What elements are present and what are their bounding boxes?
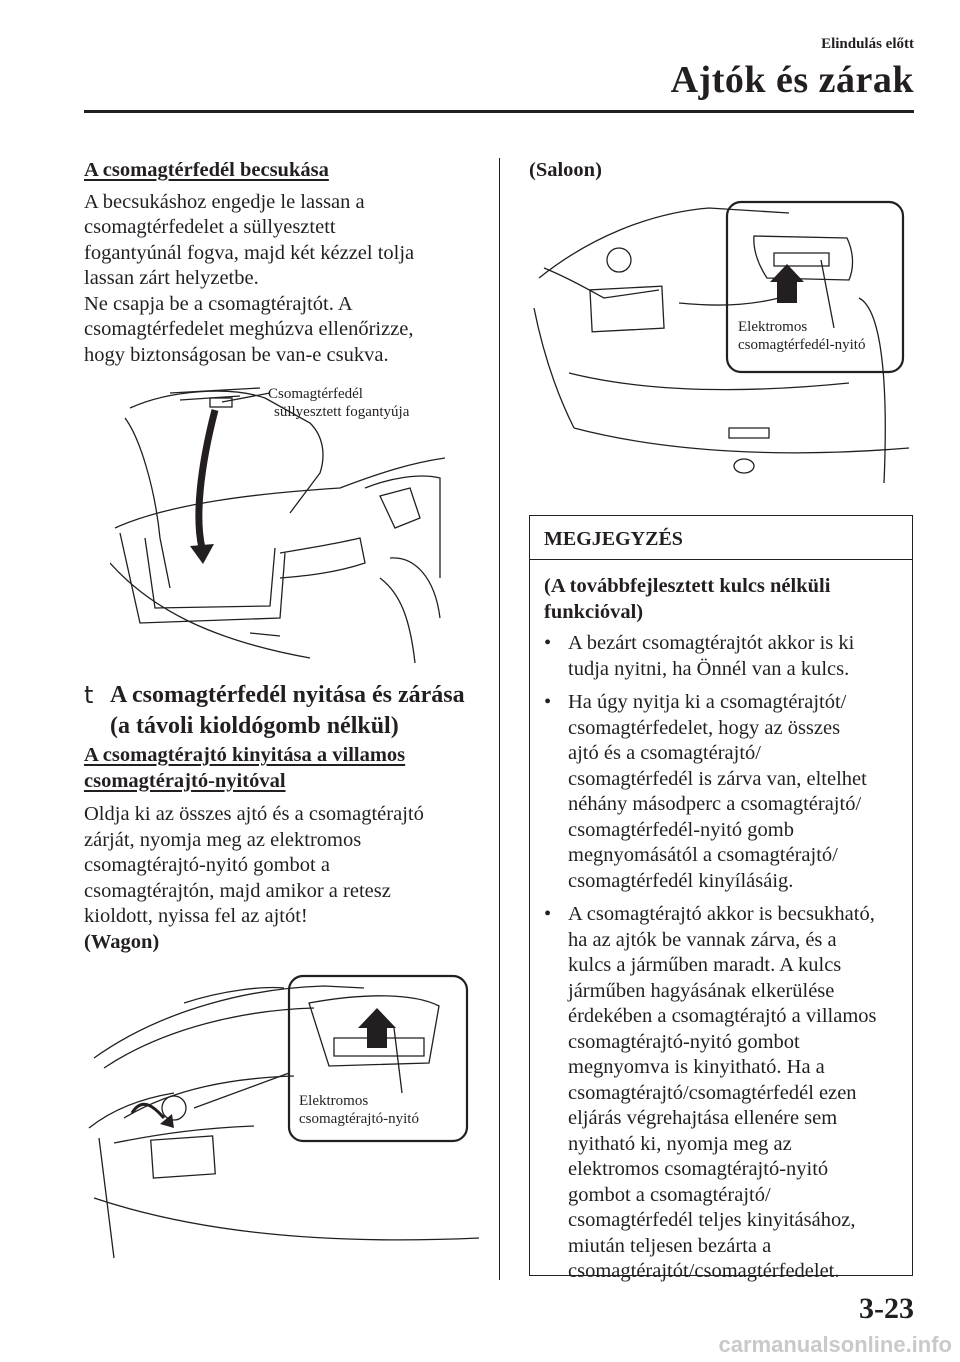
bullet-line: csomagtérfedelet, hogy az összes: [568, 716, 841, 739]
bullet-line: megnyomásától a csomagtérajtó/: [568, 844, 838, 866]
note-subtitle-line: funkcióval): [544, 600, 644, 623]
bullet-line: kulcs a járműben maradt. A kulcs: [568, 954, 842, 976]
bullet-icon: •: [544, 903, 552, 925]
bullet-line: eljárás végrehajtása ellenére sem: [568, 1107, 838, 1129]
note-bullets: [530, 631, 912, 1285]
bullet-line: A csomagtérajtó akkor is becsukható,: [568, 903, 875, 925]
bullet-line: ha az ajtók be vannak zárva, és a: [568, 928, 837, 951]
closing-line: lassan zárt helyzetbe.: [84, 267, 259, 289]
closing-line: Ne csapja be a csomagtérajtót. A: [84, 292, 353, 315]
bullet-line: csomagtérfedél-nyitó gomb: [568, 818, 795, 841]
bullet-line: érdekében a csomagtérajtó a villamos: [568, 1005, 877, 1027]
bullet-line: csomagtérfedél is zárva van, eltelhet: [568, 767, 867, 790]
opening-heading: csomagtérajtó-nyitóval: [84, 769, 286, 792]
bullet-line: nyitható ki, nyomja meg az: [568, 1132, 792, 1155]
page-number: 3-23: [859, 1292, 914, 1325]
note-subtitle-line: (A továbbfejlesztett kulcs nélküli: [544, 575, 831, 597]
saloon-callout-line: Elektromos: [738, 319, 808, 335]
section-marker-icon: t: [84, 681, 94, 709]
opening-line: zárját, nyomja meg az elektromos: [84, 828, 362, 851]
saloon-callout: [738, 318, 865, 354]
handle-callout-line: Csomagtérfedél: [268, 386, 363, 402]
bullet-line: csomagtérfedél kinyílásáig.: [568, 869, 794, 892]
closing-line: fogantyúnál fogva, majd két kézzel tolja: [84, 241, 415, 264]
bullet-line: ajtó és a csomagtérajtó/: [568, 742, 761, 764]
closing-line: csomagtérfedelet meghúzva ellenőrizze,: [84, 318, 414, 340]
opening-line: csomagtérajtón, majd amikor a retesz: [84, 879, 391, 902]
bullet-item: [544, 902, 902, 1285]
wagon-label: (Wagon): [84, 930, 160, 953]
closing-line: csomagtérfedelet a süllyesztett: [84, 216, 336, 238]
note-subtitle: [530, 560, 912, 625]
section-heading: [84, 680, 484, 742]
note-box: [529, 515, 913, 1282]
closing-line: hogy biztonságosan be van-e csukva.: [84, 343, 389, 366]
bullet-line: A bezárt csomagtérajtót akkor is ki: [568, 632, 855, 654]
opening-section: [84, 743, 484, 955]
wagon-callout-line: csomagtérajtó-nyitó: [299, 1111, 419, 1127]
down-arrow-icon: [190, 544, 214, 564]
opening-heading: A csomagtérajtó kinyitása a villamos: [84, 744, 406, 766]
bullet-item: [544, 631, 902, 682]
opening-line: kioldott, nyissa fel az ajtót!: [84, 905, 308, 927]
bullet-line: tudja nyitni, ha Önnél van a kulcs.: [568, 657, 850, 680]
header-rule: [84, 110, 914, 113]
page-title: Ajtók és zárak: [670, 59, 914, 101]
wagon-callout: [299, 1092, 419, 1128]
bullet-line: csomagtérajtót/csomagtérfedelet.: [568, 1260, 840, 1282]
column-divider: [499, 158, 500, 1280]
closing-section: [84, 158, 484, 368]
section-name: Elindulás előtt: [821, 36, 914, 52]
closing-heading: A csomagtérfedél becsukása: [84, 159, 329, 181]
up-arrow-icon: [358, 1008, 396, 1048]
handle-callout-line: süllyesztett fogantyúja: [274, 404, 410, 420]
bullet-line: néhány másodperc a csomagtérajtó/: [568, 793, 862, 815]
bullet-line: gombot a csomagtérajtó/: [568, 1183, 771, 1206]
opening-text: [84, 802, 484, 930]
saloon-label: (Saloon): [529, 159, 602, 181]
note-title: MEGJEGYZÉS: [530, 516, 912, 560]
wagon-illustration: [84, 968, 479, 1270]
wagon-callout-line: Elektromos: [299, 1093, 369, 1109]
handle-callout: [268, 385, 409, 421]
bullet-line: elektromos csomagtérajtó-nyitó: [568, 1158, 829, 1180]
section-title-line: (a távoli kioldógomb nélkül): [110, 713, 399, 739]
bullet-icon: •: [544, 632, 552, 654]
footer-watermark: carmanualsonline.info: [718, 1332, 952, 1357]
bullet-line: csomagtérajtó-nyitó gombot: [568, 1030, 800, 1053]
up-arrow-icon: [770, 264, 804, 303]
recessed-handle-icon: [210, 398, 232, 407]
saloon-callout-line: csomagtérfedél-nyitó: [738, 337, 866, 353]
bullet-line: járműben hagyásának elkerülése: [568, 979, 835, 1002]
bullet-line: csomagtérfedél teljes kinyitásához,: [568, 1209, 856, 1231]
closing-line: A becsukáshoz engedje le lassan a: [84, 190, 365, 213]
bullet-line: csomagtérajtó/csomagtérfedél ezen: [568, 1081, 857, 1104]
closing-text: [84, 190, 484, 369]
opening-line: Oldja ki az összes ajtó és a csomagtérajtó: [84, 803, 424, 825]
bullet-line: miután teljesen bezárta a: [568, 1234, 772, 1257]
bullet-line: Ha úgy nyitja ki a csomagtérajtót/: [568, 691, 847, 713]
bullet-icon: •: [544, 691, 552, 713]
bullet-item: [544, 690, 902, 894]
section-title-line: A csomagtérfedél nyitása és zárása: [110, 682, 465, 708]
bullet-line: megnyomva is kinyitható. Ha a: [568, 1056, 825, 1078]
opening-line: csomagtérajtó-nyitó gombot a: [84, 854, 330, 876]
